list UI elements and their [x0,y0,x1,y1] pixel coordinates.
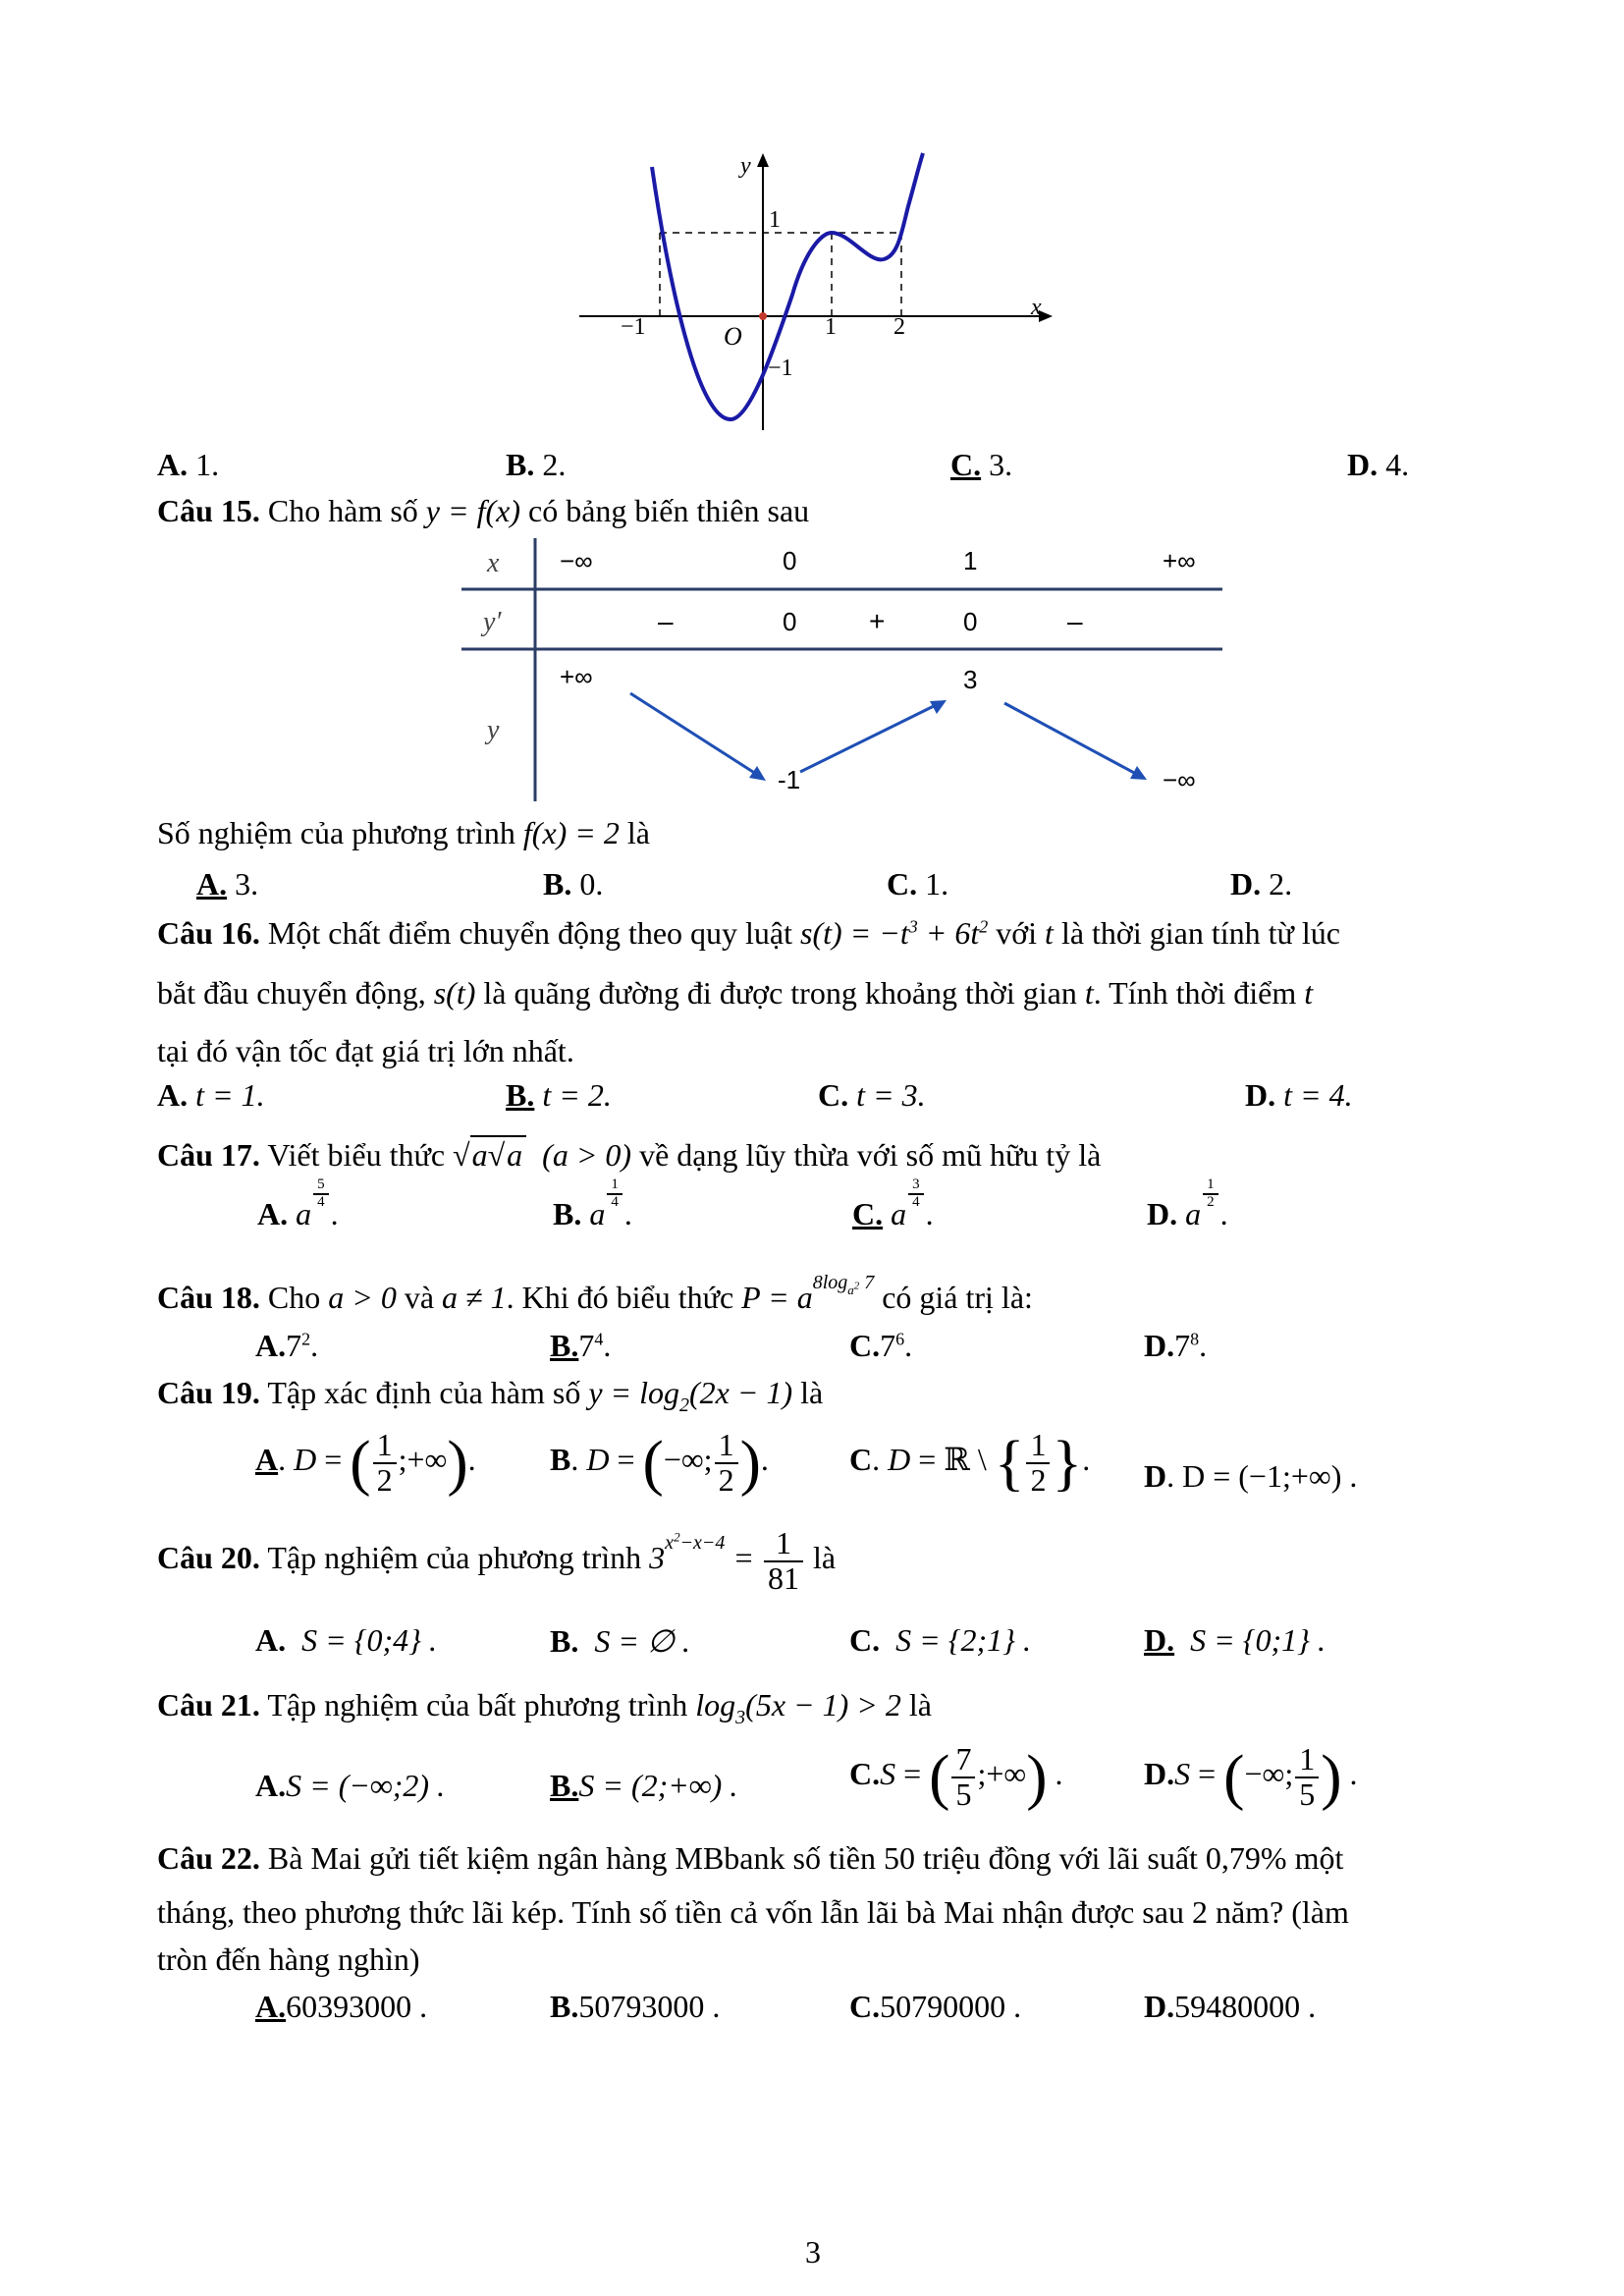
q19-c-key: C [849,1441,873,1477]
q16-answer-a[interactable] [157,1077,265,1114]
q15-c-val: 1. [917,866,949,902]
q20-answer-b[interactable] [550,1622,690,1660]
q20-answer-c[interactable] [849,1622,1031,1659]
y-val-3: 3 [963,665,978,694]
q14-c-key: C. [950,447,982,482]
q21-b-val: S = (2;+∞) . [578,1768,738,1803]
q16-answer-b[interactable] [506,1077,612,1114]
q22-b-key: B. [550,1989,579,2024]
q16-line2-c: . Tính thời điểm [1093,975,1305,1011]
q15-subquestion [157,815,650,851]
row-y-label: y [487,715,500,745]
q15-sub-post: là [619,815,650,850]
q22-line1 [157,1840,1343,1877]
q15-b-val: 0. [571,866,604,902]
q15-a-val: 3. [227,866,259,902]
q18-answer-d[interactable]: $D.7^8$. [1144,1328,1208,1363]
row-yp-label: y′ [483,607,502,637]
q21-d-key: D. [1144,1755,1175,1791]
origin-point [759,312,767,320]
q22-a-val: 60393000 . [286,1989,428,2024]
q15-answer-a[interactable] [196,866,258,902]
q18-d-key: D. [1144,1328,1175,1363]
q16-b-val: t = 2. [534,1077,612,1113]
q17-text-post: về dạng lũy thừa với số mũ hữu tỷ là [631,1137,1102,1173]
q21-c-key: C. [849,1755,881,1791]
q15-b-key: B. [543,866,572,902]
q15-d-val: 2. [1261,866,1293,902]
q21-answer-a[interactable] [255,1768,445,1804]
yp-sign-2: + [869,606,886,636]
q17-d-key: D. [1147,1196,1178,1231]
q21-text-post: là [900,1687,932,1722]
q19-text-post: là [792,1375,824,1410]
variation-table [461,538,1227,803]
q22-label: Câu 22. [157,1840,260,1876]
q18-cond2: a ≠ 1 [442,1280,507,1315]
yp-sign-1: – [658,606,674,636]
q18-c-exp: 6 [895,1329,905,1349]
q14-answer-d[interactable] [1347,447,1409,483]
y-axis-arrow [757,153,769,167]
q18-d-exp: 8 [1190,1329,1200,1349]
q22-d-key: D. [1144,1989,1175,2024]
q16-d-key: D. [1245,1077,1276,1113]
q16-st: s(t) [433,975,476,1011]
q20-text-pre: Tập nghiệm của phương trình [259,1539,650,1575]
q20-c-val: S = {2;1} . [895,1622,1031,1658]
q19-func: $y = \log_2(2x - 1)$ [588,1375,793,1416]
q22-line2: tháng, theo phương thức lãi kép. Tính số tiền cả vốn lẫn lãi bà Mai nhận được sau 2 năm? (làm [157,1894,1349,1930]
q16-line2 [157,975,1313,1011]
origin-label: O [724,322,742,351]
q16-line1 [157,915,1340,952]
y-axis-label: y [740,153,751,179]
q19-answer-c[interactable]: C. D = ℝ \ { $\frac{1}{2}$ }. [849,1427,1091,1498]
q19-answer-b[interactable]: B. D = (−∞; $\frac{1}{2}$ ). [550,1427,769,1498]
q17-answer-a[interactable]: A. a $\frac{5}{4}$ . [257,1175,339,1231]
q17-expr: √a√a [453,1135,526,1173]
y-val-neg-inf: −∞ [1163,765,1196,794]
q20-d-val: S = {0;1} . [1190,1622,1326,1658]
q17-text-pre: Viết biểu thức [259,1137,454,1173]
q18-answer-a[interactable]: $A.7^2$. [255,1328,319,1363]
q22-answer-c[interactable] [849,1989,1021,2025]
function-graph [550,147,1080,442]
q20-c-key: C. [849,1622,881,1658]
x-val-neg-inf: −∞ [560,546,593,575]
q16-answer-d[interactable] [1245,1077,1353,1114]
q21-ineq: $\log_3(5x - 1) > 2$ [695,1687,901,1728]
q16-c-key: C. [818,1077,849,1113]
q18-text-a: Cho [259,1280,329,1315]
q17-c-num: 3 [908,1177,924,1195]
tick-1-x: 1 [825,314,837,340]
q20-d-key: D. [1144,1622,1175,1658]
q17-b-den: 4 [611,1193,619,1210]
q18-stem [157,1272,1033,1316]
q19-d-key: D [1144,1458,1167,1494]
q20-answer-d[interactable] [1144,1622,1326,1659]
q22-line1: Bà Mai gửi tiết kiệm ngân hàng MBbank số tiền 50 triệu đồng với lãi suất 0,79% một [259,1840,1344,1876]
q22-a-key: A. [255,1989,287,2024]
q17-answer-d[interactable]: D. a $\frac{1}{2}$ . [1147,1175,1228,1231]
q20-label: Câu 20. [157,1539,260,1575]
q16-a-val: t = 1. [188,1077,265,1113]
arrow-increase [800,705,936,772]
q16-line1-c: là thời gian tính từ lúc [1053,915,1340,951]
q18-c-key: C. [849,1328,881,1363]
q19-stem [157,1375,824,1416]
q21-answer-b[interactable] [550,1768,737,1804]
tick-neg1-y: −1 [768,355,793,381]
q18-text-b: và [396,1280,443,1315]
q17-d-den: 2 [1207,1193,1215,1210]
q14-d-val: 4. [1378,447,1410,482]
q15-answer-c[interactable] [887,866,948,902]
q21-b-key: B. [550,1768,579,1803]
q16-a-key: A. [157,1077,189,1113]
q15-sub-pre: Số nghiệm của phương trình [157,815,523,850]
q14-b-key: B. [506,447,535,482]
q17-cond: (a > 0) [542,1137,632,1173]
q16-line2-a: bắt đầu chuyển động, [157,975,434,1011]
q15-d-key: D. [1230,866,1262,902]
q21-label: Câu 21. [157,1687,260,1722]
q17-b-key: B. [553,1196,582,1231]
tick-neg1-x: −1 [621,314,646,340]
q18-b-key: B. [550,1328,579,1363]
q14-b-val: 2. [534,447,567,482]
q14-answer-a[interactable] [157,447,219,483]
q14-answer-b[interactable] [506,447,566,483]
q17-d-num: 1 [1203,1177,1218,1195]
q19-d-val: D = (−1;+∞) . [1182,1458,1358,1494]
q18-a-exp: 2 [301,1329,311,1349]
q18-expr: $P = a^{8log_{a^2} 7}$ [741,1272,875,1315]
q18-text-c: . Khi đó biểu thức [506,1280,742,1315]
q17-answer-b[interactable]: B. a $\frac{1}{4}$ . [553,1175,632,1231]
q16-line2-t: t [1084,975,1094,1011]
row-x-label: x [487,548,500,578]
q19-text-pre: Tập xác định của hàm số [259,1375,589,1410]
q17-answer-c[interactable]: C. a $\frac{3}{4}$ . [852,1175,934,1231]
q22-b-val: 50793000 . [578,1989,721,2024]
q21-a-val: S = (−∞;2) . [286,1768,446,1803]
q18-a-key: A. [255,1328,287,1363]
q15-label: Câu 15. [157,493,260,528]
arrowhead-decrease-1 [749,766,766,781]
yp-zero-1: 0 [783,607,797,636]
q15-text-pre: Cho hàm số [259,493,426,528]
q19-a-key: A [255,1441,279,1477]
x-val-1: 1 [963,546,978,575]
q16-b-key: B. [506,1077,535,1113]
q14-c-val: 3. [981,447,1013,482]
q18-cond1: a > 0 [328,1280,397,1315]
q18-answer-c[interactable]: $C.7^6$. [849,1328,913,1363]
q22-line3: tròn đến hàng nghìn) [157,1941,420,1977]
q15-text-post: có bảng biến thiên sau [520,493,810,528]
q15-c-key: C. [887,866,918,902]
q15-sub-eq: f(x) = 2 [522,815,620,850]
q20-eq: $3^{x^2-x-4}$ = $\frac{1}{81}$ [649,1540,805,1575]
arrow-decrease-1 [630,693,756,774]
q16-d-val: t = 4. [1275,1077,1353,1113]
q17-a-den: 4 [317,1193,325,1210]
tick-2-x: 2 [893,314,905,340]
q18-label: Câu 18. [157,1280,260,1315]
q15-a-key: A. [196,866,228,902]
q19-label: Câu 19. [157,1375,260,1410]
q22-answer-d[interactable] [1144,1989,1316,2025]
q16-line2-b: là quãng đường đi được trong khoảng thời gian [475,975,1085,1011]
q21-text-pre: Tập nghiệm của bất phương trình [259,1687,696,1722]
q17-a-num: 5 [313,1177,329,1195]
x-val-0: 0 [783,546,797,575]
arrow-decrease-2 [1004,703,1136,774]
q21-a-key: A. [255,1768,287,1803]
q22-c-val: 50790000 . [880,1989,1022,2024]
x-val-pos-inf: +∞ [1163,546,1196,575]
q20-answer-a[interactable] [255,1622,437,1659]
q16-line2-t2: t [1304,975,1314,1011]
tick-1-y: 1 [769,207,781,233]
q17-label: Câu 17. [157,1137,260,1173]
q19-b-key: B [550,1441,571,1477]
q15-answer-d[interactable] [1230,866,1292,902]
q19-answer-d[interactable]: D. D = (−1;+∞) . [1144,1458,1358,1494]
page-number: 3 [805,2234,821,2269]
y-val-neg1: -1 [778,765,801,794]
q17-c-den: 4 [912,1193,920,1210]
q20-stem [157,1527,836,1595]
q14-answer-c[interactable] [950,447,1012,483]
y-val-pos-inf: +∞ [560,662,593,691]
q16-line1-b: với [988,915,1046,951]
x-axis-label: x [1031,295,1042,320]
q16-c-val: t = 3. [848,1077,926,1113]
q19-answer-a[interactable]: A. D = ( $\frac{1}{2}$ ;+∞). [255,1427,476,1498]
q15-answer-b[interactable] [543,866,603,902]
q16-line1-t: t [1045,915,1054,951]
q20-text-post: là [805,1539,837,1575]
q17-stem [157,1137,1101,1174]
q18-b-exp: 4 [594,1329,604,1349]
q15-func: y = f(x) [425,493,520,528]
q22-c-key: C. [849,1989,881,2024]
q17-b-num: 1 [607,1177,623,1195]
q15-stem [157,493,809,529]
q16-line3: tại đó vận tốc đạt giá trị lớn nhất. [157,1033,574,1068]
q22-answer-a[interactable] [255,1989,427,2025]
q16-formula: $s(t) = -t^3 + 6t^2$ [800,915,989,951]
q20-b-key: B. [550,1623,579,1659]
q21-stem [157,1687,932,1728]
q14-a-val: 1. [188,447,220,482]
q14-d-key: D. [1347,447,1379,482]
q20-a-key: A. [255,1622,287,1658]
q18-text-d: có giá trị là: [874,1280,1033,1315]
q20-b-val: S = ∅ . [594,1623,690,1659]
q22-d-val: 59480000 . [1174,1989,1317,2024]
q16-answer-c[interactable] [818,1077,926,1114]
q17-a-key: A. [257,1196,289,1231]
q22-answer-b[interactable] [550,1989,720,2025]
yp-sign-3: – [1067,606,1083,636]
q16-line1-a: Một chất điểm chuyển động theo quy luật [259,915,801,951]
q21-answer-d[interactable]: D.S = (−∞; $\frac{1}{5}$ ) . [1144,1741,1358,1812]
q21-answer-c[interactable]: C.S = ( $\frac{7}{5}$ ;+∞) . [849,1741,1063,1812]
q17-c-key: C. [852,1196,884,1231]
q18-answer-b[interactable]: $B.7^4$. [550,1328,612,1363]
yp-zero-2: 0 [963,607,978,636]
q14-a-key: A. [157,447,189,482]
q16-label: Câu 16. [157,915,260,951]
q20-a-val: S = {0;4} . [301,1622,437,1658]
